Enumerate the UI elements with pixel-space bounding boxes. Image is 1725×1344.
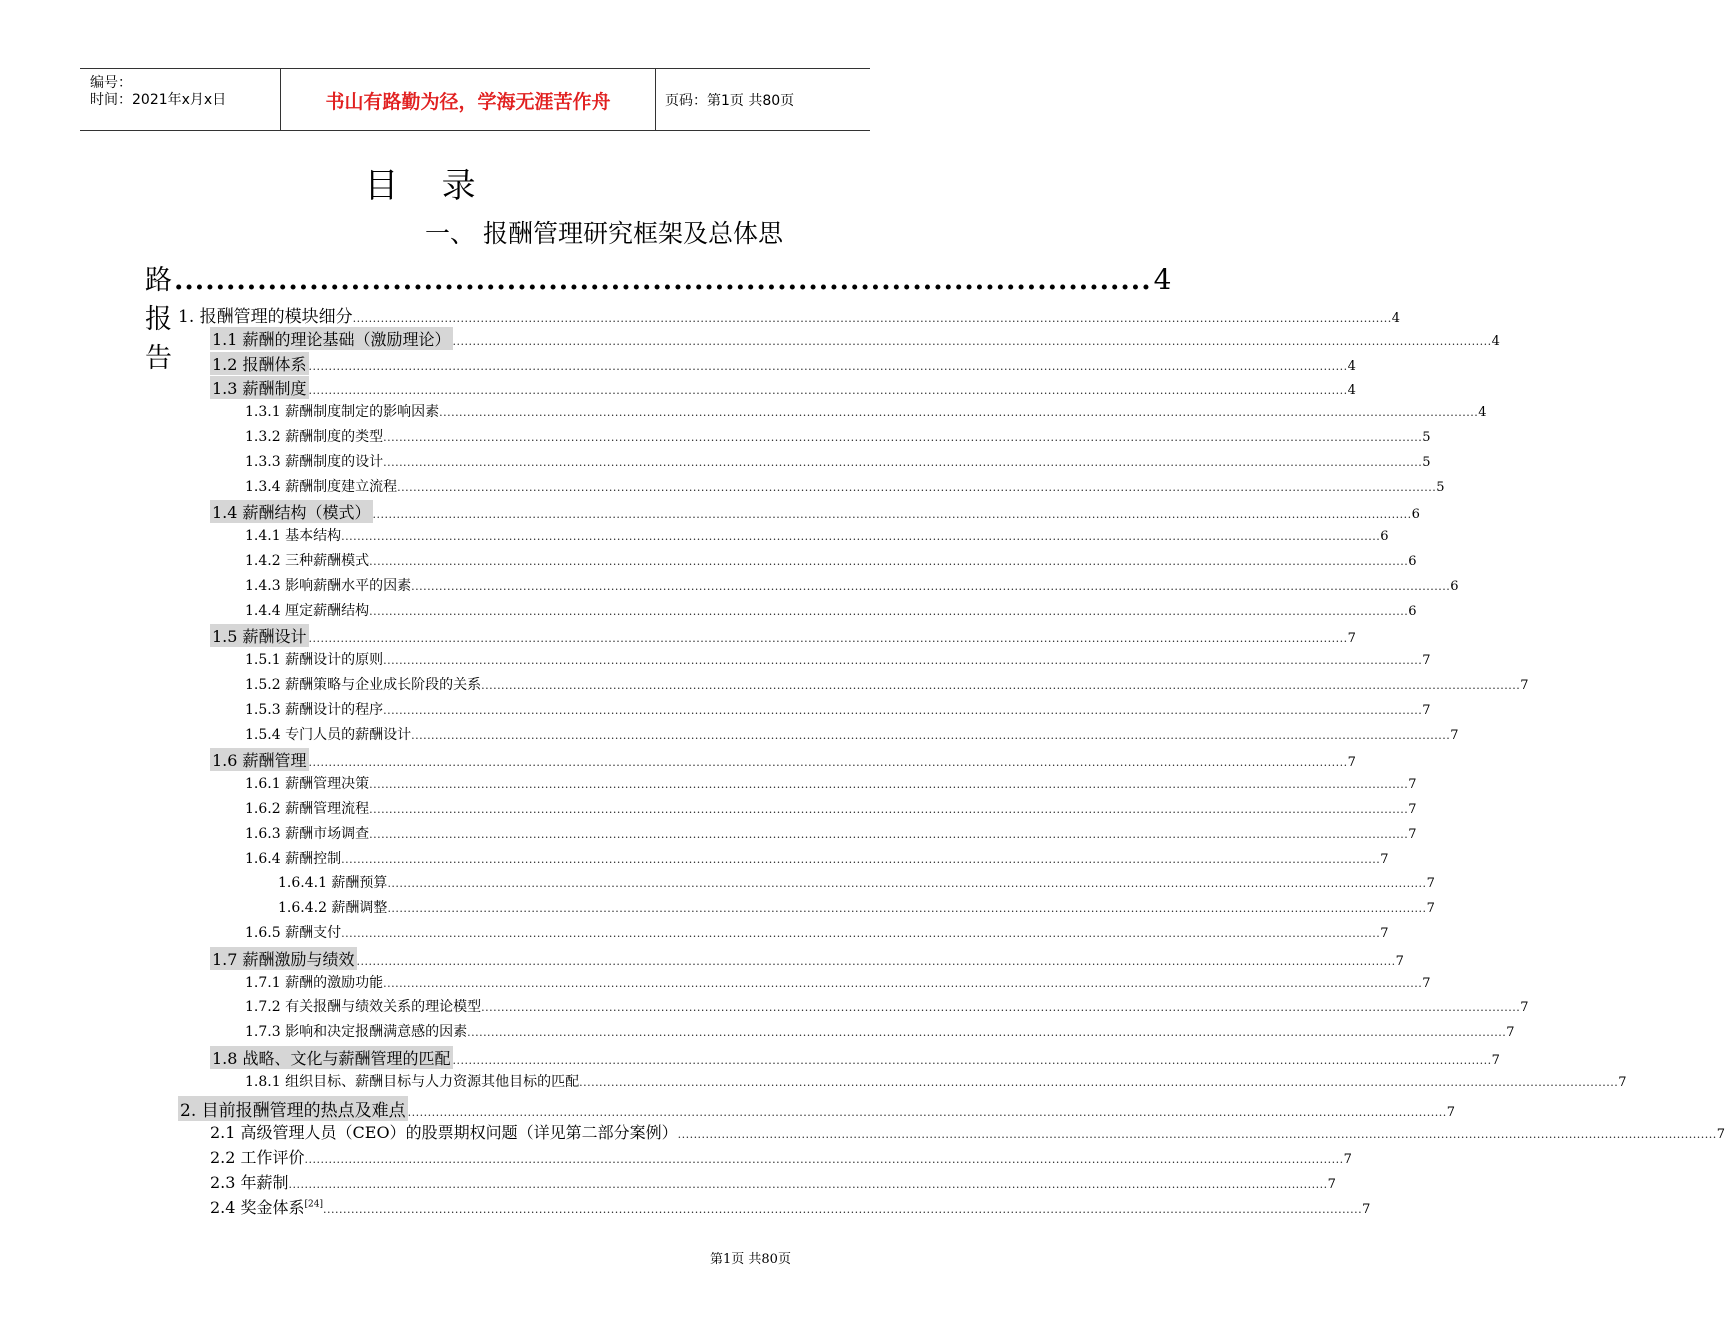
toc-leader-dots: .................................................................................................................................................................................................................................................................... xyxy=(288,1178,1328,1191)
header-page-code: 页码：第1页 共80页 xyxy=(665,93,795,109)
toc-entry-label: 1.7.2 有关报酬与绩效关系的理论模型 xyxy=(245,999,482,1016)
toc-entry[interactable] xyxy=(245,451,1431,471)
toc-entry-label: 1.6.3 薪酬市场调查 xyxy=(245,825,370,842)
toc-entry-page: 7 xyxy=(1506,1025,1515,1041)
toc-leader-dots: .................................................................................................................................................................................................................................................................... xyxy=(308,359,1348,373)
toc-entry[interactable] xyxy=(278,897,1435,917)
header-meta-cell xyxy=(80,69,280,130)
toc-entry-label: 2.4 奖金体系[24] xyxy=(210,1197,324,1217)
toc-entry-page: 7 xyxy=(1422,653,1431,669)
toc-entry[interactable] xyxy=(245,1071,1627,1091)
toc-entry[interactable] xyxy=(245,649,1431,669)
toc-entry-label: 1.6.4.2 薪酬调整 xyxy=(278,900,388,917)
header-page-cell xyxy=(655,69,870,130)
toc-leader-dots: .................................................................................................................................................................................................................................................................... xyxy=(341,530,1381,544)
toc-entry[interactable] xyxy=(210,327,1500,350)
toc-entry[interactable] xyxy=(245,476,1445,496)
toc-entry-page: 7 xyxy=(1347,631,1356,647)
toc-section-heading-line1: 一、 报酬管理研究框架及总体思 xyxy=(425,219,783,248)
toc-entry-page: 6 xyxy=(1450,578,1459,594)
toc-entry-label: 1.3.3 薪酬制度的设计 xyxy=(245,453,384,470)
toc-entry-page: 6 xyxy=(1380,529,1389,545)
toc-entry-label: 1.7 薪酬激励与绩效 xyxy=(210,947,357,970)
toc-entry[interactable] xyxy=(245,848,1389,868)
toc-entry-page: 7 xyxy=(1327,1177,1336,1192)
toc-entry[interactable] xyxy=(245,798,1417,818)
toc-leader-dots: .................................................................................................................................................................................................................................................................... xyxy=(369,555,1409,568)
toc-entry-label: 1.4.2 三种薪酬模式 xyxy=(245,553,370,569)
toc-entry-label: 1.3.4 薪酬制度建立流程 xyxy=(245,478,398,495)
toc-entry-page: 7 xyxy=(1426,901,1435,917)
toc-leader-dots: .................................................................................................................................................................................................................................................................... xyxy=(383,431,1423,444)
toc-entry-label: 1.1 薪酬的理论基础（激励理论） xyxy=(210,327,453,350)
toc-entry[interactable] xyxy=(210,352,1356,375)
toc-entry-page: 5 xyxy=(1422,430,1431,445)
toc-entry[interactable] xyxy=(278,872,1435,892)
toc-entry[interactable] xyxy=(245,525,1389,545)
toc-entry[interactable] xyxy=(245,674,1529,694)
toc-entry[interactable] xyxy=(245,996,1529,1016)
toc-entry-page: 7 xyxy=(1520,678,1529,693)
toc-entry[interactable] xyxy=(210,1145,1352,1168)
toc-entry-label: 1.6.5 薪酬支付 xyxy=(245,925,342,941)
toc-leader-dots: .................................................................................................................................................................................................................................................................... xyxy=(308,384,1348,398)
toc-entry-page: 6 xyxy=(1411,507,1420,523)
toc-entry-page: 7 xyxy=(1450,727,1459,743)
toc-entry-label: 1.3.2 薪酬制度的类型 xyxy=(245,429,384,445)
toc-leader-dots: .................................................................................................................................................................................................................................................................... xyxy=(383,455,1423,469)
toc-leader-dots: .................................................................................................................................................................................................................................................................... xyxy=(372,508,1412,522)
toc-entry-label: 1.7.1 薪酬的激励功能 xyxy=(245,974,384,991)
toc-entry[interactable] xyxy=(210,1046,1500,1069)
toc-leader-dots: .................................................................................................................................................................................................................................................................... xyxy=(369,604,1409,618)
toc-entry-label: 1. 报酬管理的模块细分 xyxy=(178,307,353,327)
toc-entry-label: 1.8.1 组织目标、薪酬目标与人力资源其他目标的匹配 xyxy=(245,1073,580,1090)
toc-leader-dots: .................................................................................................................................................................................................................................................................... xyxy=(383,654,1423,668)
toc-entry[interactable] xyxy=(245,922,1389,942)
toc-entry-label: 1.4.4 厘定薪酬结构 xyxy=(245,602,370,619)
toc-entry[interactable] xyxy=(245,724,1459,744)
header-motto-cell xyxy=(280,69,656,130)
toc-entry-label: 1.4.1 基本结构 xyxy=(245,528,342,545)
toc-entry[interactable] xyxy=(210,748,1356,771)
toc-entry[interactable] xyxy=(245,823,1417,843)
toc-leader-dots: .............................................................................................. xyxy=(174,265,1152,296)
header-motto: 书山有路勤为径，学海无涯苦作舟 xyxy=(325,91,611,113)
toc-entry-page: 7 xyxy=(1422,702,1431,718)
toc-leader-dots: .................................................................................................................................................................................................................................................................... xyxy=(452,334,1492,348)
toc-entry-label: 1.6.4.1 薪酬预算 xyxy=(278,875,388,892)
toc-entry-page: 7 xyxy=(1395,953,1404,969)
toc-entry-page: 7 xyxy=(1618,1074,1627,1090)
toc-entry-label: 1.6.4 薪酬控制 xyxy=(245,850,342,867)
toc-entry[interactable] xyxy=(245,575,1459,595)
toc-entry-page: 7 xyxy=(1716,1127,1725,1143)
toc-leader-dots: .................................................................................................................................................................................................................................................................... xyxy=(304,1153,1344,1167)
toc-title: 目 录 xyxy=(364,166,476,206)
toc-leader-dots: .................................................................................................................................................................................................................................................................... xyxy=(308,756,1348,770)
toc-leader-dots: .................................................................................................................................................................................................................................................................... xyxy=(323,1202,1363,1216)
toc-entry-page: 7 xyxy=(1408,826,1417,842)
toc-leader-dots: .................................................................................................................................................................................................................................................................... xyxy=(341,852,1381,866)
toc-entry-label: 1.4.3 影响薪酬水平的因素 xyxy=(245,577,412,594)
toc-leader-dots: .................................................................................................................................................................................................................................................................... xyxy=(411,728,1451,742)
toc-entry-page: 5 xyxy=(1436,479,1445,495)
toc-entry-label: 1.2 报酬体系 xyxy=(210,352,309,375)
toc-entry[interactable] xyxy=(245,699,1431,719)
toc-entry[interactable] xyxy=(245,972,1431,992)
toc-entry-label: 1.6 薪酬管理 xyxy=(210,748,309,771)
toc-leader-dots: .................................................................................................................................................................................................................................................................... xyxy=(579,1075,1619,1089)
toc-entry[interactable] xyxy=(210,624,1356,647)
toc-leader-dots: .................................................................................................................................................................................................................................................................... xyxy=(452,1054,1492,1067)
toc-leader-dots: .................................................................................................................................................................................................................................................................... xyxy=(397,480,1437,494)
toc-entry-page: 6 xyxy=(1408,554,1417,569)
toc-entry-label: 1.5.3 薪酬设计的程序 xyxy=(245,701,384,718)
toc-leader-dots: .................................................................................................................................................................................................................................................................... xyxy=(308,632,1348,646)
document-number-label: 编号： xyxy=(90,75,132,91)
toc-leader-dots: .................................................................................................................................................................................................................................................................... xyxy=(439,406,1479,420)
toc-entry[interactable] xyxy=(210,1170,1336,1193)
toc-entry[interactable] xyxy=(210,1120,1725,1143)
toc-entry-page: 4 xyxy=(1478,405,1487,421)
document-date-label: 时间：2021年x月x日 xyxy=(90,92,227,108)
page-header xyxy=(80,68,870,131)
toc-entry-label: 1.8 战略、文化与薪酬管理的匹配 xyxy=(210,1046,453,1069)
toc-entry-page: 6 xyxy=(1408,603,1417,619)
toc-leader-dots: .................................................................................................................................................................................................................................................................... xyxy=(467,1026,1507,1040)
toc-entry[interactable] xyxy=(245,600,1417,620)
toc-entry[interactable] xyxy=(210,500,1420,523)
toc-entry-label: 1.3 薪酬制度 xyxy=(210,376,309,399)
toc-entry-page: 4 xyxy=(1391,311,1401,326)
toc-leader-dots: .................................................................................................................................................................................................................................................................... xyxy=(352,312,1392,325)
toc-leader-dots: .................................................................................................................................................................................................................................................................... xyxy=(383,976,1423,990)
toc-leader-dots: .................................................................................................................................................................................................................................................................... xyxy=(369,803,1409,816)
toc-entry-label: 2. 目前报酬管理的热点及难点 xyxy=(178,1096,408,1121)
toc-entry-label: 1.6.1 薪酬管理决策 xyxy=(245,776,370,793)
toc-entry-page: 7 xyxy=(1362,1201,1371,1217)
toc-entry-page: 7 xyxy=(1343,1152,1352,1168)
toc-entry[interactable] xyxy=(178,1096,1456,1121)
toc-entry-label: 2.2 工作评价 xyxy=(210,1148,305,1168)
toc-entry-label: 1.5 薪酬设计 xyxy=(210,624,309,647)
toc-leader-dots: .................................................................................................................................................................................................................................................................... xyxy=(369,827,1409,841)
toc-entry[interactable] xyxy=(245,550,1417,570)
toc-leader-dots: .................................................................................................................................................................................................................................................................... xyxy=(356,954,1396,968)
toc-leader-dots: .................................................................................................................................................................................................................................................................... xyxy=(341,927,1381,940)
toc-entry[interactable] xyxy=(245,773,1417,793)
toc-entry[interactable] xyxy=(210,376,1356,399)
toc-section-heading-page: 4 xyxy=(1153,263,1172,296)
toc-entry-page: 7 xyxy=(1422,975,1431,991)
toc-section-heading-text: 路报告 xyxy=(145,265,172,374)
toc-entry-label: 1.5.1 薪酬设计的原则 xyxy=(245,652,384,669)
toc-entry-page: 7 xyxy=(1380,926,1389,941)
toc-entry-page: 7 xyxy=(1380,851,1389,867)
toc-entry-label: 2.3 年薪制 xyxy=(210,1173,289,1192)
toc-leader-dots: .................................................................................................................................................................................................................................................................... xyxy=(383,703,1423,717)
toc-leader-dots: .................................................................................................................................................................................................................................................................... xyxy=(369,778,1409,792)
toc-entry-page: 7 xyxy=(1520,1000,1529,1016)
toc-entry-label: 1.6.2 薪酬管理流程 xyxy=(245,801,370,817)
toc-entry[interactable] xyxy=(210,1195,1371,1218)
toc-entry-label: 2.1 高级管理人员（CEO）的股票期权问题（详见第二部分案例） xyxy=(210,1123,678,1143)
citation-marker: [24] xyxy=(304,1199,324,1210)
toc-entry[interactable] xyxy=(178,302,1401,327)
toc-leader-dots: .................................................................................................................................................................................................................................................................... xyxy=(387,902,1427,916)
toc-entry-label: 1.4 薪酬结构（模式） xyxy=(210,500,373,523)
toc-entry-page: 5 xyxy=(1422,454,1431,470)
toc-leader-dots: .................................................................................................................................................................................................................................................................... xyxy=(407,1105,1447,1119)
toc-leader-dots: .................................................................................................................................................................................................................................................................... xyxy=(411,579,1451,593)
toc-entry-page: 7 xyxy=(1426,876,1435,892)
toc-entry-label: 1.5.4 专门人员的薪酬设计 xyxy=(245,726,412,743)
toc-entry-page: 7 xyxy=(1491,1053,1500,1068)
toc-entry-page: 4 xyxy=(1491,333,1500,349)
toc-leader-dots: .................................................................................................................................................................................................................................................................... xyxy=(387,877,1427,891)
toc-entry-label: 1.7.3 影响和决定报酬满意感的因素 xyxy=(245,1024,468,1041)
toc-entry-label: 1.5.2 薪酬策略与企业成长阶段的关系 xyxy=(245,677,482,693)
toc-entry[interactable] xyxy=(245,401,1487,421)
toc-entry-page: 7 xyxy=(1446,1104,1456,1120)
toc-entry-page: 7 xyxy=(1347,755,1356,771)
toc-entry[interactable] xyxy=(210,947,1404,970)
toc-leader-dots: .................................................................................................................................................................................................................................................................... xyxy=(677,1128,1717,1142)
toc-entry-page: 7 xyxy=(1408,802,1417,817)
page-footer: 第1页 共80页 xyxy=(710,1252,791,1267)
toc-leader-dots: .................................................................................................................................................................................................................................................................... xyxy=(481,679,1521,692)
toc-entry-page: 4 xyxy=(1347,383,1356,399)
toc-entry-page: 7 xyxy=(1408,777,1417,793)
toc-leader-dots: .................................................................................................................................................................................................................................................................... xyxy=(481,1001,1521,1015)
toc-entry[interactable] xyxy=(245,426,1431,446)
toc-entry[interactable] xyxy=(245,1021,1515,1041)
toc-entry-label: 1.3.1 薪酬制度制定的影响因素 xyxy=(245,404,440,421)
toc-entry-page: 4 xyxy=(1347,358,1356,374)
